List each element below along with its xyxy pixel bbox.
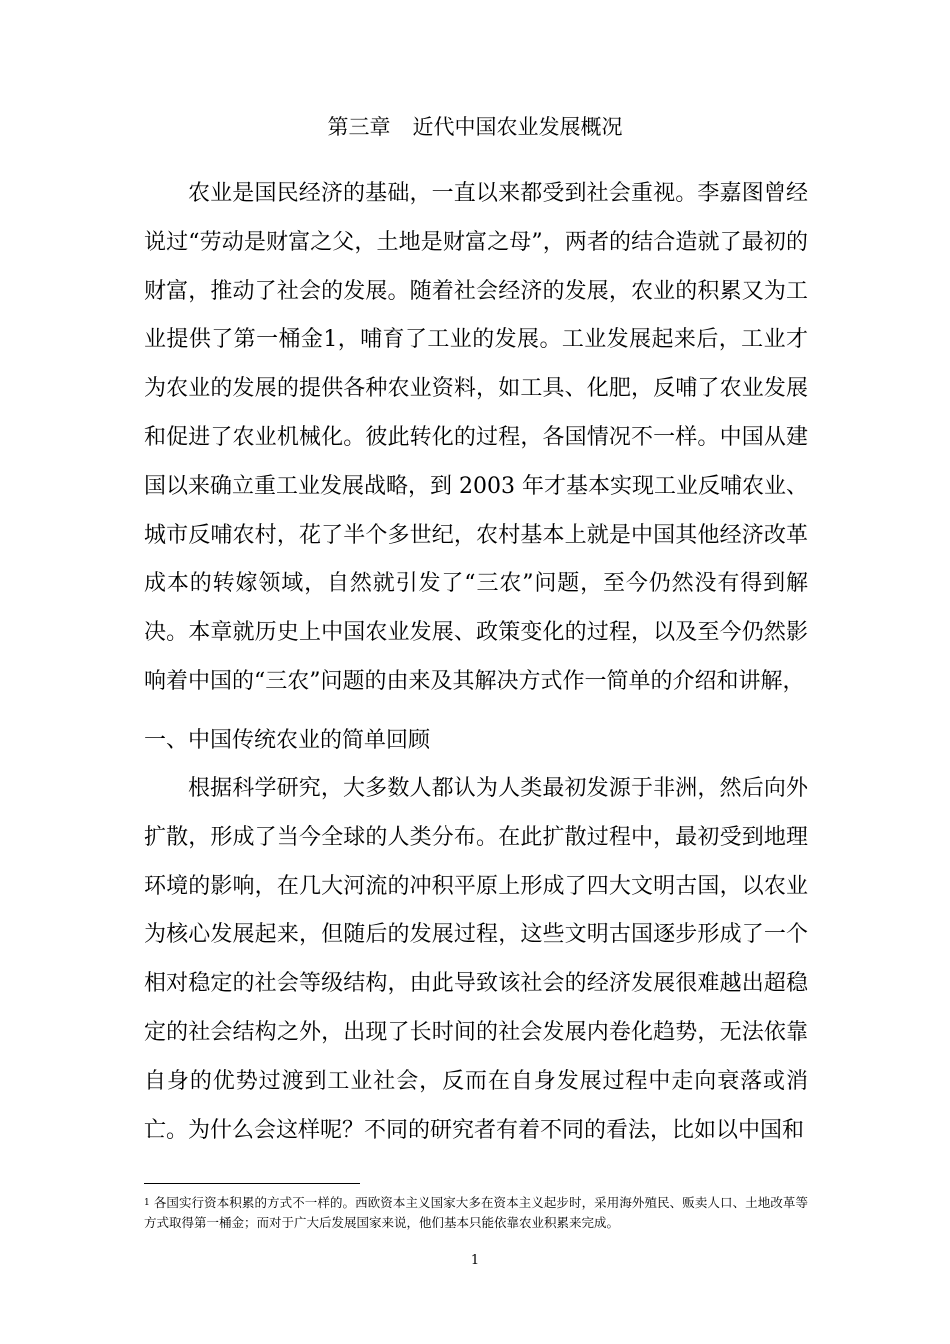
body-paragraph: 根据科学研究，大多数人都认为人类最初发源于非洲，然后向外扩散，形成了当今全球的人类分布。在此扩散过程中，最初受到地理环境的影响，在几大河流的冲积平原上形成了四大文明古国，以农业为核心发展起来，但随后的发展过程，这些文明古国逐步形成了一个相对稳定的社会等级结构，由此导致该社会的经济发展很难越出超稳定的社会结构之外，出现了长时间的社会发展内卷化趋势，无法依靠自身的优势过渡到工业社会，反而在自身发展过程中走向衰落或消亡。为什么会这样呢？不同的研究者有着不同的看法，比如以中国和: [144, 776, 808, 1143]
page-number: 1: [470, 1253, 480, 1268]
footnote-reference[interactable]: 1: [323, 327, 338, 353]
chapter-number: 第三章: [327, 115, 391, 139]
footnote-divider: [144, 1183, 360, 1184]
chapter-name: 近代中国农业发展概况: [412, 115, 623, 139]
footnote-text: 各国实行资本积累的方式不一样的。西欧资本主义国家大多在资本主义起步时，采用海外殖民、贩卖人口、土地改革等方式取得第一桶金；而对于广大后发展国家来说，他们基本只能依靠农业积累来完成。: [144, 1195, 808, 1230]
intro-text-part2: ，哺育了工业的发展。工业发展起来后，工业才为农业的发展的提供各种农业资料，如工具、化肥，反哺了农业发展和促进了农业机械化。彼此转化的过程，各国情况不一样。中国从建国以来确立重工业发展战略，到 2003 年才基本实现工业反哺农业、城市反哺农村，花了半个多世纪，农村基本上就是中国其他经济改革成本的转嫁领域，自然就引发了“三农”问题，至今仍然没有得到解决。本章就历史上中国农业发展、政策变化的过程，以及至今仍然影响着中国的“三农”问题的由来及其解决方式作一简单的介绍和讲解，: [144, 327, 808, 694]
footnote: [144, 1193, 808, 1233]
intro-text-part1: 农业是国民经济的基础，一直以来都受到社会重视。李嘉图曾经说过“劳动是财富之父，土地是财富之母”，两者的结合造就了最初的财富，推动了社会的发展。随着社会经济的发展，农业的积累又为工业提供了第一桶金: [144, 181, 808, 353]
section-heading: 一、中国传统农业的简单回顾: [144, 728, 431, 753]
footnote-mark: 1: [144, 1198, 150, 1208]
chapter-title: [0, 112, 950, 142]
intro-paragraph: [144, 170, 808, 707]
